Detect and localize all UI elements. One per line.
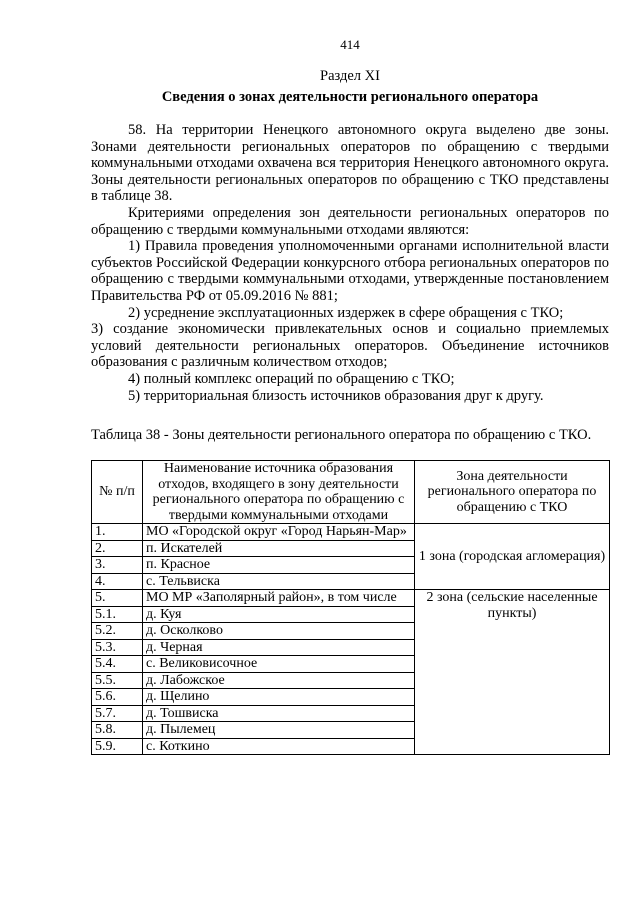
row-number: 5.4. — [92, 656, 143, 673]
row-name: МО МР «Заполярный район», в том числе — [143, 590, 415, 607]
row-name: д. Куя — [143, 606, 415, 623]
row-name: д. Пылемец — [143, 722, 415, 739]
row-name: д. Черная — [143, 639, 415, 656]
criteria-item-4: 4) полный комплекс операций по обращению с ТКО; — [128, 370, 455, 387]
zones-table — [91, 460, 610, 755]
criteria-item-5: 5) территориальная близость источников образования друг к другу. — [128, 387, 544, 404]
row-name: д. Щелино — [143, 689, 415, 706]
zone-cell-2: 2 зона (сельские населенные пункты) — [415, 590, 610, 755]
row-name: п. Красное — [143, 557, 415, 574]
row-number: 5.1. — [92, 606, 143, 623]
row-name: д. Осколково — [143, 623, 415, 640]
table-row — [92, 590, 610, 607]
document-body — [91, 122, 609, 404]
row-number: 4. — [92, 573, 143, 590]
row-name: д. Тошвиска — [143, 705, 415, 722]
criteria-item-3: 3) создание экономически привлекательных основ и социально приемлемых условий деятельности региональных операторов. Объединение источников образования с различным количеством отходов; — [91, 321, 609, 371]
page-number: 414 — [340, 37, 360, 52]
paragraph-58: 58. На территории Ненецкого автономного округа выделено две зоны. Зонами деятельности региональных операторов по обращению с твердыми коммунальными отходами охвачена вся территория Ненецкого автономного округа. Зоны деятельности региональных операторов по обращению с ТКО представлены в таблице 38. — [91, 122, 609, 205]
row-name: с. Коткино — [143, 738, 415, 755]
row-number: 2. — [92, 540, 143, 557]
paragraph-criteria-intro: Критериями определения зон деятельности региональных операторов по обращению с твердыми коммунальными отходами являются: — [91, 204, 609, 238]
row-number: 5.8. — [92, 722, 143, 739]
criteria-item-2: 2) усреднение эксплуатационных издержек в сфере обращения с ТКО; — [128, 304, 564, 321]
section-title: Сведения о зонах деятельности регионального оператора — [161, 89, 539, 105]
row-number: 1. — [92, 524, 143, 541]
row-number: 5.5. — [92, 672, 143, 689]
table-header-row — [92, 461, 610, 524]
zone-cell-1: 1 зона (городская агломерация) — [415, 524, 610, 590]
header-source-name: Наименование источника образования отходов, входящего в зону деятельности регионального оператора по обращению с твердыми коммунальными отходами — [143, 461, 415, 524]
header-number: № п/п — [92, 461, 143, 524]
row-name: п. Искателей — [143, 540, 415, 557]
row-name: с. Великовисочное — [143, 656, 415, 673]
criteria-item-1: 1) Правила проведения уполномоченными органами исполнительной власти субъектов Российской Федерации конкурсного отбора региональных операторов по обращению с твердыми коммунальными отходами, утвержденные постановлением Правительства РФ от 05.09.2016 № 881; — [91, 238, 609, 304]
row-name: с. Тельвиска — [143, 573, 415, 590]
row-name: МО «Городской округ «Город Нарьян-Мар» — [143, 524, 415, 541]
row-number: 5.6. — [92, 689, 143, 706]
row-number: 3. — [92, 557, 143, 574]
row-number: 5.2. — [92, 623, 143, 640]
row-number: 5.9. — [92, 738, 143, 755]
table-caption: Таблица 38 - Зоны деятельности регионального оператора по обращению с ТКО. — [91, 427, 592, 443]
section-label: Раздел XI — [320, 68, 380, 84]
row-number: 5. — [92, 590, 143, 607]
row-number: 5.7. — [92, 705, 143, 722]
row-name: д. Лабожское — [143, 672, 415, 689]
header-zone: Зона деятельности регионального оператора по обращению с ТКО — [415, 461, 610, 524]
table-row — [92, 524, 610, 541]
row-number: 5.3. — [92, 639, 143, 656]
